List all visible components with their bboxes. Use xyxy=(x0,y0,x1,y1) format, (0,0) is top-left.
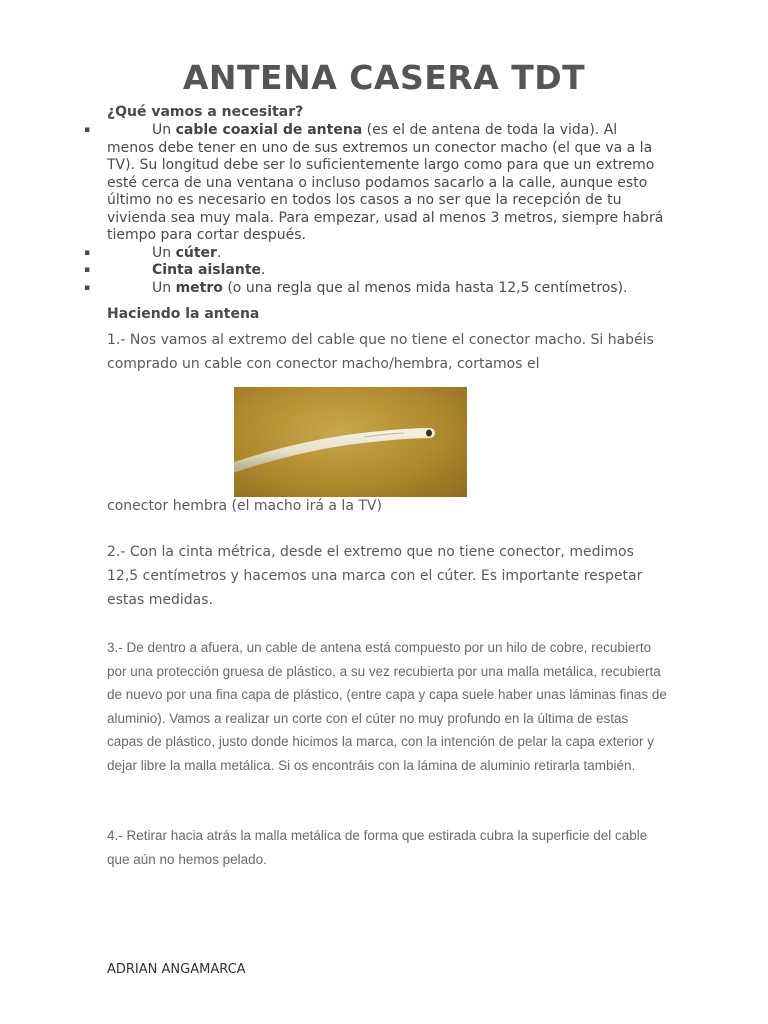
step-1-text: 1.- Nos vamos al extremo del cable que no tiene el conector macho. Si habéis comprado un cable con conector macho/hembra, cortamos el xyxy=(107,332,654,372)
list-item xyxy=(84,244,667,263)
list-item xyxy=(84,279,667,298)
item-bold-term: cúter xyxy=(175,244,217,261)
item-bold-term: Cinta aislante xyxy=(152,262,262,278)
item-bold-term: cable coaxial de antena xyxy=(175,122,363,138)
item-text: . xyxy=(261,262,266,278)
step-3-text: 3.- De dentro a afuera, un cable de antena está compuesto por un hilo de cobre, recubierto por una protección gruesa de plástico, a su vez recubierta por una malla metálica, recubierta de nuevo por una fina capa de plástico, (entre capa y capa suele haber unas láminas finas de aluminio). Vamos a realizar un corte con el cúter no muy profundo en la última de estas capas de plástico, justo donde hicimos la marca, con la intención de pelar la capa exterior y dejar libre la malla metálica. Si os encontráis con la lámina de aluminio retirarla también. xyxy=(107,640,667,773)
square-bullet-icon: ▪ xyxy=(84,282,91,293)
step-1-continuation: conector hembra (el macho irá a la TV) xyxy=(107,498,382,514)
item-prefix: Un xyxy=(152,244,176,261)
document-title: ANTENA CASERA TDT xyxy=(182,58,586,97)
square-bullet-icon: ▪ xyxy=(84,247,91,258)
item-prefix: Un xyxy=(152,279,176,296)
square-bullet-icon: ▪ xyxy=(84,125,91,135)
list-item xyxy=(84,262,667,280)
section-heading-making: Haciendo la antena xyxy=(107,306,260,322)
square-bullet-icon: ▪ xyxy=(84,265,91,275)
item-text: (o una regla que al menos mida hasta 12,5 centímetros). xyxy=(222,279,628,296)
item-prefix: Un xyxy=(152,122,176,138)
materials-list xyxy=(84,122,667,297)
section-heading-materials: ¿Qué vamos a necesitar? xyxy=(107,104,304,120)
item-bold-term: metro xyxy=(175,279,223,296)
coaxial-cable-photo xyxy=(234,387,467,497)
item-text: (es el de antena de toda la vida). Al menos debe tener en uno de sus extremos un conector macho (el que va a la TV). Su longitud debe ser lo suficientemente largo como para que un extremo esté cerca de una ventana o incluso podamos sacarlo a la calle, aunque esto último no es necesario en todos los casos a no ser que la recepción de tu vivienda sea muy mala. Para empezar, usad al menos 3 metros, siempre habrá tiempo para cortar después. xyxy=(107,122,664,243)
list-item xyxy=(84,122,667,245)
step-4-text: 4.- Retirar hacia atrás la malla metálica de forma que estirada cubra la superficie del cable que aún no hemos pelado. xyxy=(107,828,648,867)
step-2-text: 2.- Con la cinta métrica, desde el extremo que no tiene conector, medimos 12,5 centímetros y hacemos una marca con el cúter. Es importante respetar estas medidas. xyxy=(107,544,643,608)
author-footer: ADRIAN ANGAMARCA xyxy=(107,962,246,977)
item-text: . xyxy=(216,244,222,261)
